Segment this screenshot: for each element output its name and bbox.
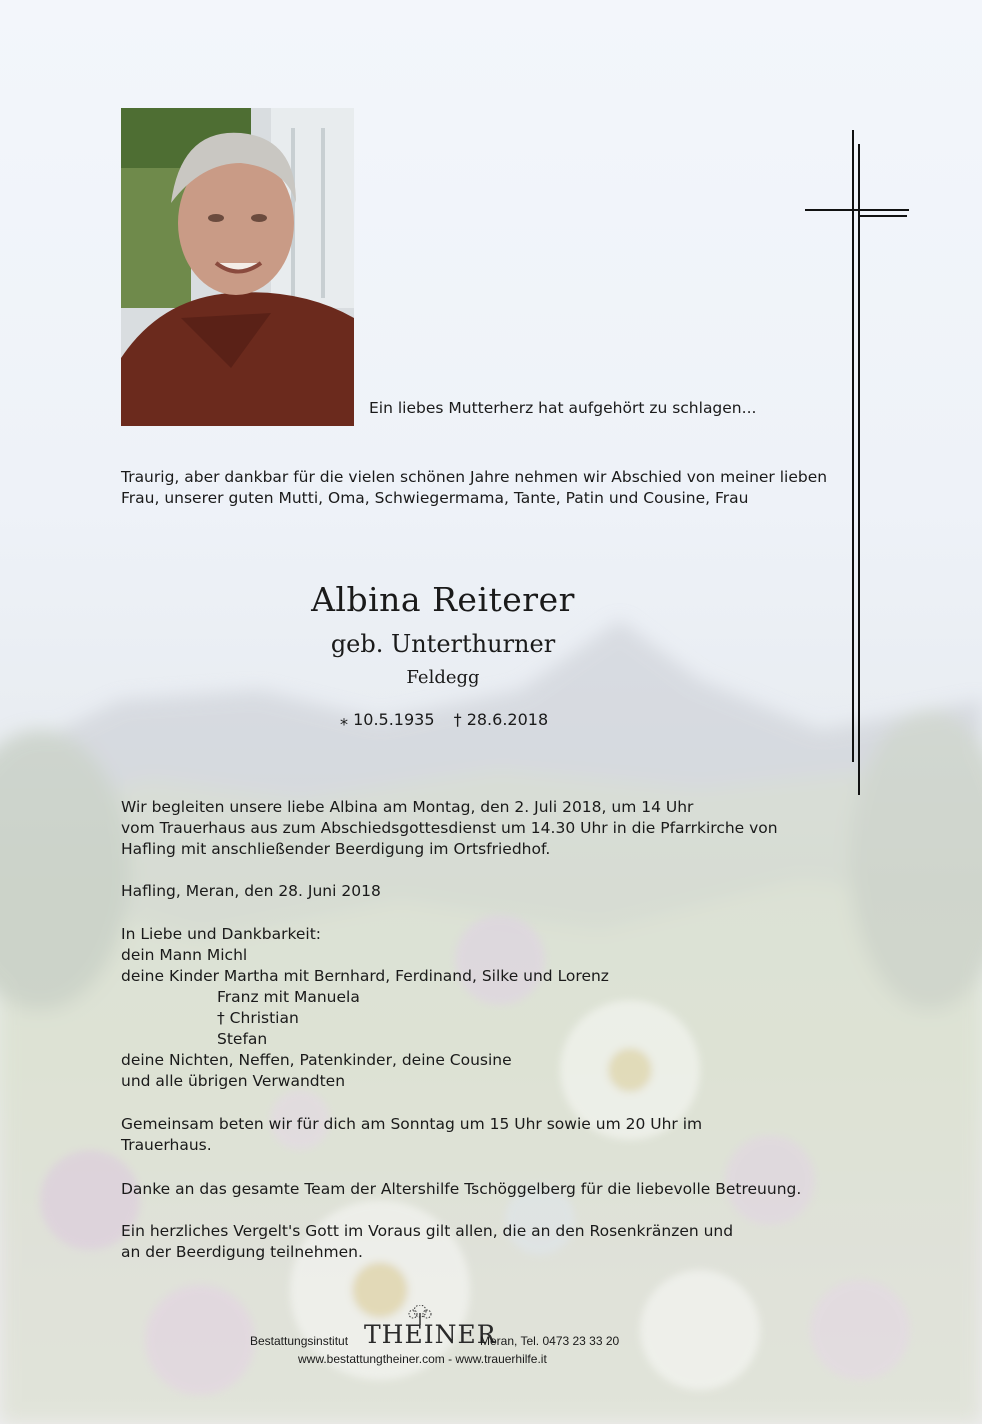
cross-icon [805, 130, 909, 795]
farm-name: Feldegg [406, 667, 480, 688]
family-line: deine Nichten, Neffen, Patenkinder, deine Cousine [121, 1051, 512, 1069]
closing-line: Ein herzliches Vergelt's Gott im Voraus gilt allen, die an den Rosenkränzen und [121, 1222, 734, 1240]
family-line: † Christian [217, 1009, 299, 1027]
funeral-line: Wir begleiten unsere liebe Albina am Montag, den 2. Juli 2018, um 14 Uhr [121, 798, 694, 816]
place-date: Hafling, Meran, den 28. Juni 2018 [121, 882, 381, 900]
life-dates [340, 710, 562, 729]
deceased-name: Albina Reiterer [311, 580, 575, 619]
family-line: deine Kinder Martha mit Bernhard, Ferdinand, Silke und Lorenz [121, 967, 609, 985]
intro-line: Traurig, aber dankbar für die vielen schönen Jahre nehmen wir Abschied von meiner lieben [121, 468, 828, 486]
family-line: und alle übrigen Verwandten [121, 1072, 346, 1090]
death-date: † 28.6.2018 [453, 710, 549, 729]
funeral-line: vom Trauerhaus aus zum Abschiedsgottesdienst um 14.30 Uhr in die Pfarrkirche von [121, 819, 778, 837]
footer-website: www.bestattungtheiner.com - www.trauerhilfe.it [298, 1352, 547, 1366]
closing-text [121, 1221, 733, 1263]
funeral-line: Hafling mit anschließender Beerdigung im Ortsfriedhof. [121, 840, 551, 858]
footer-brand: THEINER [364, 1320, 497, 1349]
funeral-text [121, 797, 778, 860]
family-line: Franz mit Manuela [217, 988, 360, 1006]
prayer-line: Gemeinsam beten wir für dich am Sonntag um 15 Uhr sowie um 20 Uhr im [121, 1115, 703, 1133]
motto: Ein liebes Mutterherz hat aufgehört zu schlagen... [369, 399, 757, 417]
family-line: dein Mann Michl [121, 946, 248, 964]
thanks-text: Danke an das gesamte Team der Altershilfe Tschöggelberg für die liebevolle Betreuung. [121, 1180, 802, 1198]
family-list [121, 924, 609, 1092]
prayer-line: Trauerhaus. [121, 1136, 212, 1154]
prayer-text [121, 1114, 702, 1156]
footer-prefix: Bestattungsinstitut [250, 1334, 349, 1348]
maiden-name: geb. Unterthurner [330, 630, 556, 658]
intro-text [121, 467, 827, 509]
portrait-photo [121, 108, 354, 426]
closing-line: an der Beerdigung teilnehmen. [121, 1243, 363, 1261]
footer-contact: Meran, Tel. 0473 23 33 20 [480, 1334, 620, 1348]
family-line: In Liebe und Dankbarkeit: [121, 925, 322, 943]
intro-line: Frau, unserer guten Mutti, Oma, Schwiegermama, Tante, Patin und Cousine, Frau [121, 489, 749, 507]
family-line: Stefan [217, 1030, 268, 1048]
birth-date: ⁎ 10.5.1935 [340, 710, 435, 729]
